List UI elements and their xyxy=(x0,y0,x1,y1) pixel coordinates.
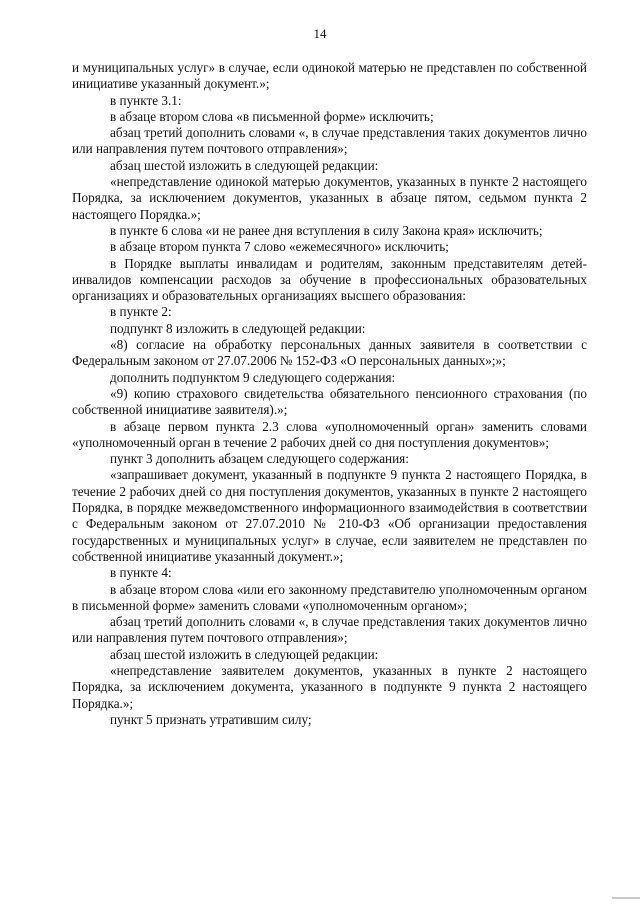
paragraph: в абзаце втором пункта 7 слово «ежемесячного» исключить; xyxy=(110,239,449,255)
paragraph: и муниципальных услуг» в случае, если одинокой матерью не представлен по собственной инициативе указанный документ.»; xyxy=(72,60,587,92)
paragraph: в пункте 3.1: xyxy=(110,92,182,108)
paragraph: в Порядке выплаты инвалидам и родителям, законным представителям детей-инвалидов компенсации расходов за обучение в профессиональных образовательных организациях и образовательных организациях высшего образования: xyxy=(72,255,587,304)
paragraph: пункт 3 дополнить абзацем следующего содержания: xyxy=(110,451,409,467)
paragraph: подпункт 8 изложить в следующей редакции: xyxy=(110,320,366,336)
paragraph: в абзаце втором слова «или его законному представителю уполномоченным органом в письменной форме» заменить словами «уполномоченным органом»; xyxy=(72,581,587,613)
document-body xyxy=(72,60,587,728)
page-number: 14 xyxy=(313,26,327,41)
paragraph: пункт 5 признать утратившим силу; xyxy=(110,711,312,727)
paragraph: в абзаце первом пункта 2.3 слова «уполномоченный орган» заменить словами «уполномоченный орган в течение 2 рабочих дней со дня поступления документов»; xyxy=(72,418,587,450)
paragraph: в абзаце втором слова «в письменной форме» исключить; xyxy=(110,108,434,124)
paragraph: абзац шестой изложить в следующей редакции: xyxy=(110,646,379,662)
paragraph: в пункте 4: xyxy=(110,565,172,581)
paragraph: «8) согласие на обработку персональных данных заявителя в соответствии с Федеральным законом от 27.07.2006 № 152-ФЗ «О персональных данных»;»; xyxy=(72,337,587,369)
paragraph: «запрашивает документ, указанный в подпункте 9 пункта 2 настоящего Порядка, в течение 2 рабочих дней со дня поступления документов, указанных в пункте 2 настоящего Порядка, в порядке межведомственного информационного взаимодействия в соответствии с Федеральным законом от 27.07.2010 № 210-ФЗ «Об организации предоставления государственных и муниципальных услуг» в случае, если заявителем не представлен по собственной инициативе указанный документ.»; xyxy=(72,467,587,564)
paragraph: «непредставление заявителем документов, указанных в пункте 2 настоящего Порядка, за исключением документа, указанного в подпункте 9 пункта 2 настоящего Порядка.»; xyxy=(72,662,587,711)
paragraph: абзац третий дополнить словами «, в случае представления таких документов лично или направления путем почтового отправления»; xyxy=(72,614,587,646)
scan-edge-mark xyxy=(612,897,640,899)
paragraph: в пункте 6 слова «и не ранее дня вступления в силу Закона края» исключить; xyxy=(110,222,543,238)
paragraph: в пункте 2: xyxy=(110,304,172,320)
paragraph: «9) копию страхового свидетельства обязательного пенсионного страхования (по собственной инициативе заявителя).»; xyxy=(72,385,587,418)
paragraph: дополнить подпунктом 9 следующего содержания: xyxy=(110,369,396,385)
paragraph: «непредставление одинокой матерью документов, указанных в пункте 2 настоящего Порядка, за исключением документов, указанных в абзаце пятом, седьмом пункта 2 настоящего Порядка.»; xyxy=(72,174,587,222)
paragraph: абзац шестой изложить в следующей редакции: xyxy=(110,157,379,173)
paragraph: абзац третий дополнить словами «, в случае представления таких документов лично или направления путем почтового отправления»; xyxy=(72,125,587,157)
